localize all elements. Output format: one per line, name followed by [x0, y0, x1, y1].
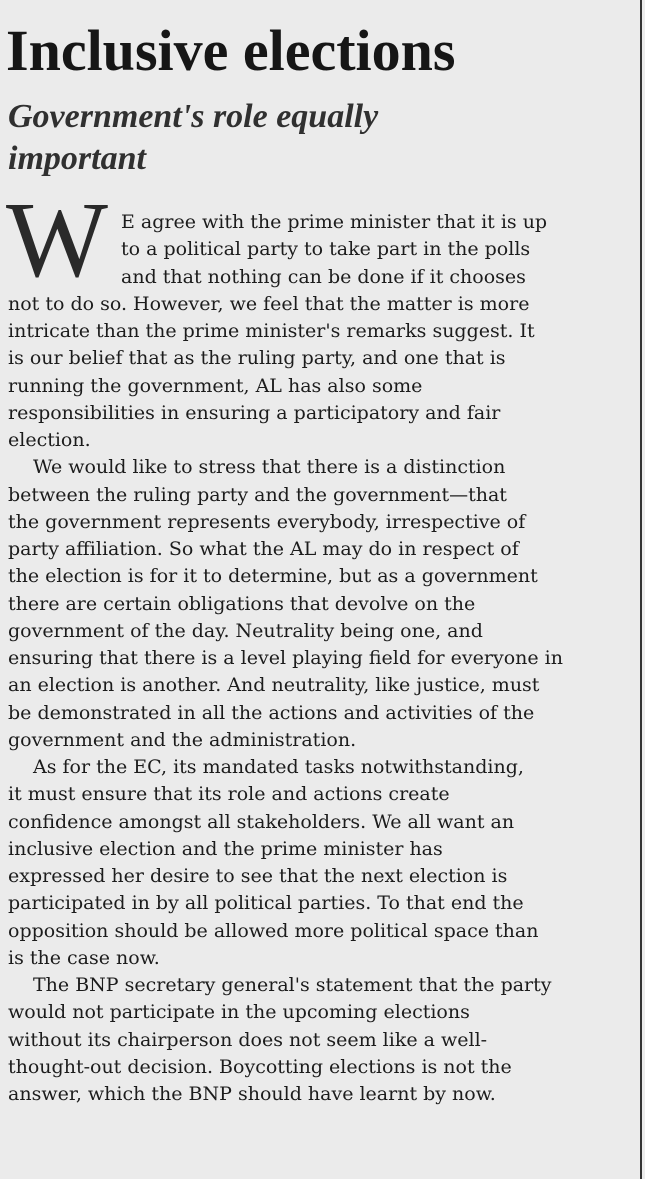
drop-cap: W: [6, 181, 108, 300]
article-line: the election is for it to determine, but as a government: [8, 565, 538, 588]
article-line: expressed her desire to see that the next election is: [8, 865, 508, 887]
article-line: inclusive election and the prime minister has: [8, 837, 443, 860]
article-line: responsibilities in ensuring a participatory and fair: [8, 401, 501, 424]
headline: Inclusive elections: [6, 18, 456, 83]
article-line: thought-out decision. Boycotting elections is not the: [8, 1055, 512, 1078]
article-line: As for the EC, its mandated tasks notwithstanding,: [33, 756, 524, 778]
article-line: government and the administration.: [8, 728, 357, 751]
article-line: be demonstrated in all the actions and activities of the: [8, 701, 535, 724]
article-line: is the case now.: [8, 946, 160, 969]
article-line: is our belief that as the ruling party, and one that is: [8, 347, 506, 370]
subheadline: [8, 96, 528, 180]
article-line: it must ensure that its role and actions create: [8, 783, 450, 806]
article-line: answer, which the BNP should have learnt by now.: [8, 1083, 496, 1105]
article-line: between the ruling party and the government—that: [8, 483, 507, 506]
article-line: running the government, AL has also some: [8, 374, 423, 397]
article-line: confidence amongst all stakeholders. We all want an: [8, 810, 515, 833]
article-line: to a political party to take part in the polls: [121, 238, 531, 261]
article-line: there are certain obligations that devolve on the: [8, 592, 476, 615]
article-line: election.: [8, 429, 91, 451]
article-line: without its chairperson does not seem like a well-: [8, 1028, 488, 1051]
article-line: intricate than the prime minister's remarks suggest. It: [8, 320, 535, 342]
subheadline-line: Government's role equally: [8, 98, 379, 135]
article-line: party affiliation. So what the AL may do in respect of: [8, 538, 519, 560]
article-line: and that nothing can be done if it chooses: [121, 265, 526, 288]
article-line: would not participate in the upcoming elections: [8, 1001, 470, 1024]
article-line: the government represents everybody, irrespective of: [8, 510, 526, 533]
article-line: participated in by all political parties. To that end the: [8, 892, 524, 915]
article-line: ensuring that there is a level playing field for everyone in: [8, 647, 563, 669]
article-line: an election is another. And neutrality, like justice, must: [8, 674, 540, 697]
article-line: We would like to stress that there is a distinction: [33, 456, 506, 479]
subheadline-line: important: [8, 140, 146, 177]
column-rule: [640, 0, 642, 1179]
article-line: E agree with the prime minister that it is up: [121, 211, 548, 233]
article-line: opposition should be allowed more political space than: [8, 919, 539, 942]
article-line: not to do so. However, we feel that the matter is more: [8, 292, 530, 315]
article-line: The BNP secretary general's statement that the party: [33, 974, 552, 996]
article-line: government of the day. Neutrality being one, and: [8, 619, 483, 642]
